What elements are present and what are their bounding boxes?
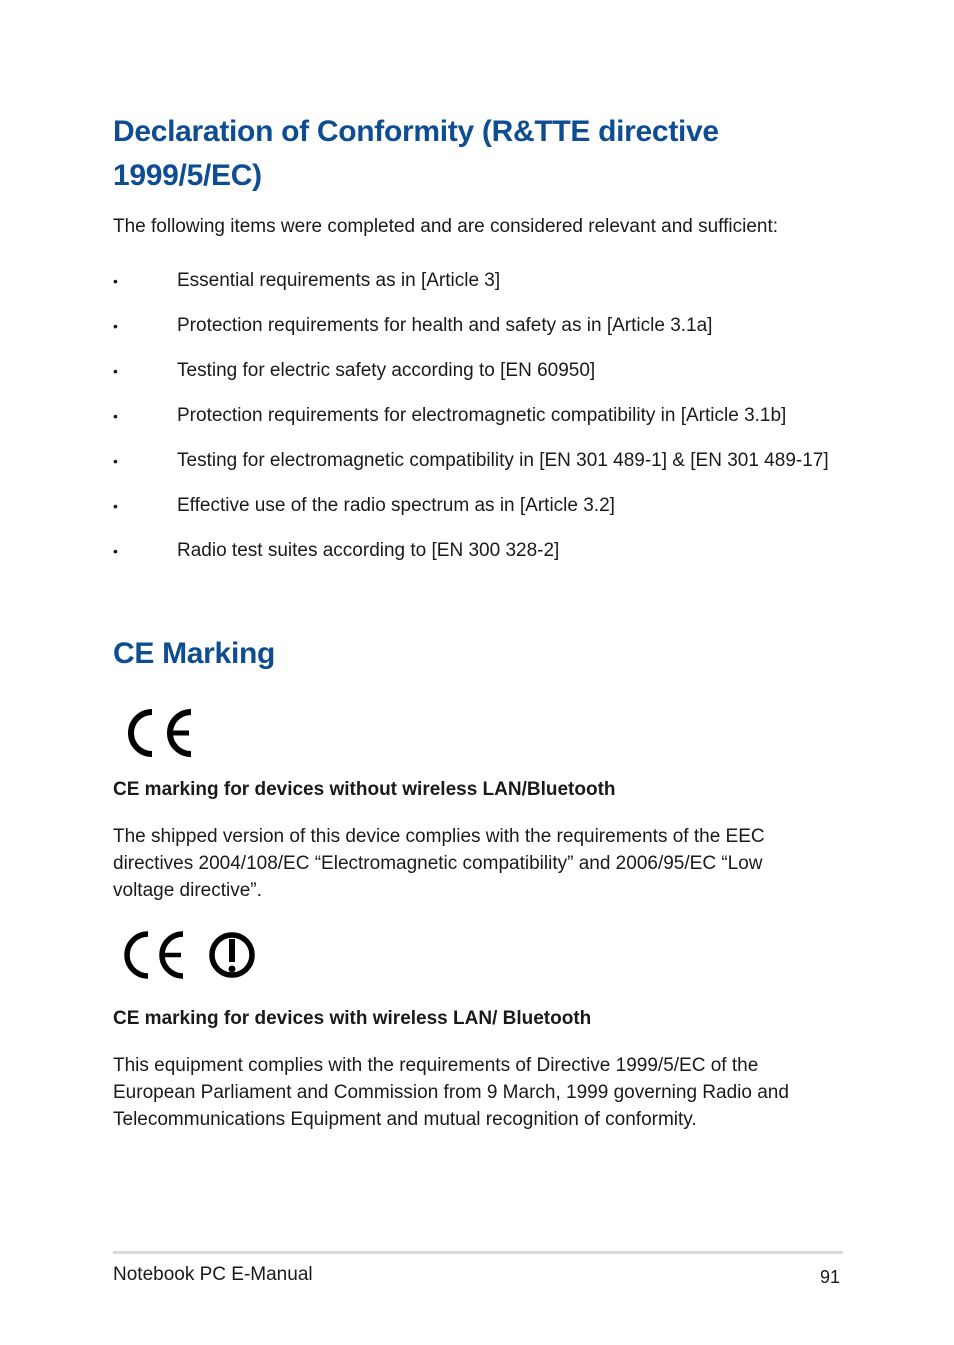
list-item-text: Protection requirements for electromagnetic compatibility in [Article 3.1b]: [177, 405, 787, 426]
list-item-text: Testing for electric safety according to [EN 60950]: [177, 360, 596, 381]
bullet-marker: •: [113, 453, 118, 469]
list-item: [113, 538, 843, 564]
list-item-text: Essential requirements as in [Article 3]: [177, 270, 501, 291]
list-item: [113, 493, 843, 519]
bullet-marker: •: [113, 363, 118, 379]
list-item: [113, 358, 843, 384]
list-item-text: Protection requirements for health and safety as in [Article 3.1a]: [177, 315, 713, 336]
declaration-heading: Declaration of Conformity (R&TTE directive 1999/5/EC): [113, 115, 719, 192]
requirements-list: [113, 268, 843, 583]
bullet-marker: •: [113, 408, 118, 424]
ce-alert-mark-icon: [121, 930, 255, 980]
bullet-marker: •: [113, 318, 118, 334]
list-item: [113, 448, 843, 474]
footer-manual-title: Notebook PC E-Manual: [113, 1264, 313, 1285]
bullet-marker: •: [113, 498, 118, 514]
list-item: [113, 403, 843, 429]
ce-marking-heading: CE Marking: [113, 637, 276, 670]
section-text-no-wireless: The shipped version of this device complies with the requirements of the EEC directives 2004/108/EC “Electromagnetic compatibility” and 2006/95/EC “Low voltage directive”.: [113, 826, 765, 901]
manual-page: [113, 0, 843, 1345]
list-item: [113, 268, 843, 294]
list-item-text: Effective use of the radio spectrum as in [Article 3.2]: [177, 495, 615, 516]
list-item: [113, 313, 843, 339]
section-subtitle-wireless: CE marking for devices with wireless LAN/ Bluetooth: [113, 1008, 592, 1029]
footer-divider: [113, 1251, 843, 1254]
page-number: 91: [819, 1267, 840, 1287]
ce-mark-icon: [121, 708, 197, 758]
bullet-marker: •: [113, 273, 118, 289]
list-item-text: Radio test suites according to [EN 300 328-2]: [177, 540, 560, 561]
bullet-marker: •: [113, 543, 118, 559]
list-item-text: Testing for electromagnetic compatibility in [EN 301 489-1] & [EN 301 489-17]: [177, 450, 829, 471]
section-text-wireless: This equipment complies with the requirements of Directive 1999/5/EC of the European Parliament and Commission from 9 March, 1999 governing Radio and Telecommunications Equipment and mutual recognition of conformity.: [113, 1055, 789, 1130]
section-subtitle-no-wireless: CE marking for devices without wireless LAN/Bluetooth: [113, 779, 616, 800]
intro-text: The following items were completed and are considered relevant and sufficient:: [113, 216, 779, 237]
